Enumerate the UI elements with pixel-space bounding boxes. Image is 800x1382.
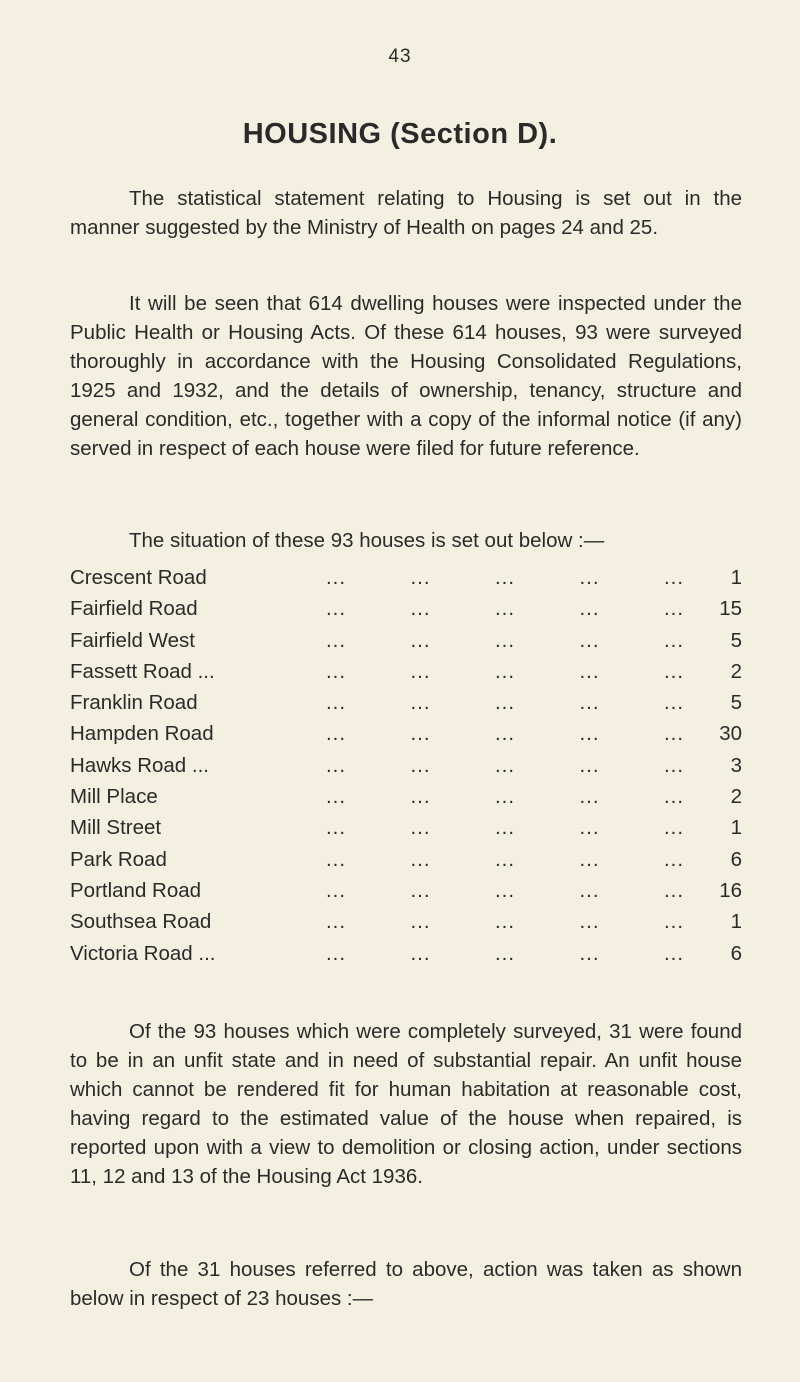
road-name: Fairfield Road <box>70 593 204 624</box>
dot-leader: ... ... ... ... ... <box>325 597 685 621</box>
dot-leader: ... ... ... ... ... <box>325 847 685 871</box>
road-name: Victoria Road ... <box>70 938 221 969</box>
intro-paragraph: The statistical statement relating to Housing is set out in the manner suggested by the Ministry of Health on pages 24 and 25. <box>70 187 742 239</box>
dot-leader: ... ... ... ... ... <box>325 910 685 934</box>
road-list <box>70 562 742 969</box>
situation-paragraph: The situation of these 93 houses is set out below :— <box>129 529 605 552</box>
list-item <box>70 593 742 624</box>
road-name: Mill Street <box>70 812 167 843</box>
road-name: Portland Road <box>70 875 207 906</box>
road-name: Southsea Road <box>70 906 217 937</box>
road-count: 15 <box>719 597 742 621</box>
road-name: Fairfield West <box>70 625 201 656</box>
road-name: Mill Place <box>70 781 164 812</box>
road-count: 1 <box>730 816 742 840</box>
road-name: Crescent Road <box>70 562 213 593</box>
unfit-houses-paragraph: Of the 93 houses which were completely surveyed, 31 were found to be in an unfit state and in need of substantial repair. An unfit house which cannot be rendered fit for human habitation at reasonable cost, having regard to the estimated value of the house when repaired, is reported upon with a view to demolition or closing action, under sections 11, 12 and 13 of the Housing Act 1936. <box>70 1020 742 1188</box>
road-name: Franklin Road <box>70 687 204 718</box>
road-count: 1 <box>730 566 742 589</box>
list-item <box>70 687 742 718</box>
list-item <box>70 718 742 749</box>
list-item <box>70 812 742 843</box>
road-name: Hawks Road ... <box>70 750 215 781</box>
dot-leader: ... ... ... ... ... <box>325 816 685 840</box>
dot-leader: ... ... ... ... ... <box>325 785 685 809</box>
road-count: 5 <box>730 691 742 715</box>
list-item <box>70 562 742 593</box>
page-title: HOUSING (Section D). <box>242 118 558 150</box>
list-item <box>70 875 742 906</box>
dot-leader: ... ... ... ... ... <box>325 659 685 683</box>
road-count: 6 <box>730 941 742 965</box>
road-count: 2 <box>730 659 742 683</box>
road-name: Park Road <box>70 844 173 875</box>
action-paragraph: Of the 31 houses referred to above, action was taken as shown below in respect of 23 houses :— <box>70 1258 742 1310</box>
road-count: 2 <box>730 785 742 809</box>
road-count: 5 <box>730 628 742 652</box>
list-item <box>70 938 742 969</box>
dot-leader: ... ... ... ... ... <box>325 566 685 589</box>
road-count: 3 <box>730 753 742 777</box>
list-item <box>70 656 742 687</box>
list-item <box>70 906 742 937</box>
road-count: 16 <box>719 878 742 902</box>
dot-leader: ... ... ... ... ... <box>325 753 685 777</box>
dot-leader: ... ... ... ... ... <box>325 628 685 652</box>
dot-leader: ... ... ... ... ... <box>325 878 685 902</box>
list-item <box>70 781 742 812</box>
road-count: 30 <box>719 722 742 746</box>
list-item <box>70 844 742 875</box>
inspection-paragraph: It will be seen that 614 dwelling houses were inspected under the Public Health or Housing Acts. Of these 614 houses, 93 were surveyed thoroughly in accordance with the Housing Consolidated Regulations, 1925 and 1932, and the details of ownership, tenancy, structure and general condition, etc., together with a copy of the informal notice (if any) served in respect of each house were filed for future reference. <box>70 292 742 460</box>
dot-leader: ... ... ... ... ... <box>325 722 685 746</box>
road-count: 6 <box>730 847 742 871</box>
road-name: Fassett Road ... <box>70 656 221 687</box>
page-number: 43 <box>388 46 412 67</box>
dot-leader: ... ... ... ... ... <box>325 691 685 715</box>
road-name: Hampden Road <box>70 718 220 749</box>
list-item <box>70 750 742 781</box>
dot-leader: ... ... ... ... ... <box>325 941 685 965</box>
list-item <box>70 625 742 656</box>
road-count: 1 <box>730 910 742 934</box>
